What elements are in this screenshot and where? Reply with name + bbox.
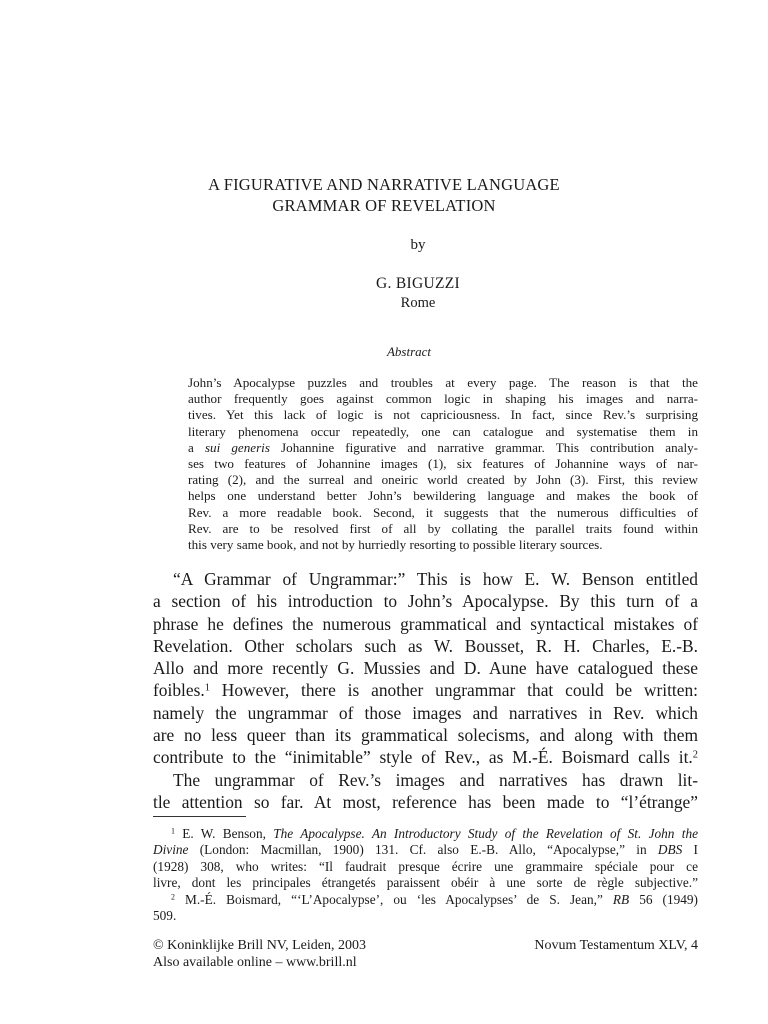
body-text-segment: contribute to the “inimitable” style of Rev., as M.-É. Boismard calls it.	[153, 747, 693, 768]
footnote-1-line	[153, 842, 698, 858]
body-line: namely the ungrammar of those images and narratives in Rev. which	[153, 702, 698, 723]
footnote-2-line: 509.	[153, 908, 177, 924]
footnote-1-number: 1	[171, 826, 175, 836]
body-line: a section of his introduction to John’s Apocalypse. By this turn of a	[153, 591, 698, 612]
abstract-line: tives. Yet this lack of logic is not capriciousness. In fact, since Rev.’s surprising	[188, 407, 698, 423]
author-affiliation: Rome	[400, 295, 436, 311]
footnote-1-line: (1928) 308, who writes: “Il faudrait presque écrire une grammaire spéciale pour ce	[153, 858, 698, 874]
body-line: Allo and more recently G. Mussies and D. Aune have catalogued these	[153, 658, 698, 679]
footnote-italic: The Apocalypse. An Introductory Study of the Revelation of St. John the	[273, 826, 698, 841]
abstract-line	[188, 440, 698, 456]
abstract-line: literary phenomena occur repeatedly, one can catalogue and systematise them in	[188, 423, 698, 439]
body-line: The ungrammar of Rev.’s images and narratives has drawn lit-	[173, 769, 698, 790]
copyright-notice: © Koninklijke Brill NV, Leiden, 2003	[153, 938, 366, 953]
online-availability: Also available online – www.brill.nl	[153, 954, 357, 970]
abstract-text-segment: a	[188, 439, 205, 455]
body-line	[153, 746, 698, 768]
footnote-italic: RB	[612, 891, 630, 907]
body-line	[153, 679, 698, 701]
byline-by: by	[410, 237, 426, 253]
footnote-italic: Divine	[153, 842, 189, 858]
footnote-2-line	[153, 892, 698, 908]
abstract-line: rating (2), and the surreal and oneiric world created by John (3). First, this review	[188, 472, 698, 488]
abstract-line: Rev. are to be resolved first of all by collating the parallel traits found within	[188, 520, 698, 536]
abstract-heading: Abstract	[386, 344, 432, 359]
body-line: phrase he defines the numerous grammatical and syntactical mistakes of	[153, 613, 698, 634]
abstract-italic-sui-generis: sui generis	[204, 439, 270, 455]
body-line: Revelation. Other scholars such as W. Bousset, R. H. Charles, E.-B.	[153, 635, 698, 656]
abstract-line: Rev. a more readable book. Second, it suggests that the numerous difficulties of	[188, 504, 698, 520]
abstract-line: John’s Apocalypse puzzles and troubles at every page. The reason is that the	[188, 375, 698, 390]
footnote-ref-2: 2	[692, 749, 698, 761]
footnote-1-line: livre, dont les principales étrangetés paraissent obéir à une sorte de règle subjective.”	[153, 875, 698, 891]
body-text-segment: However, there is another ungrammar that could be written:	[209, 680, 698, 701]
title-line-2: GRAMMAR OF REVELATION	[272, 196, 496, 215]
body-text	[153, 568, 698, 813]
abstract-line: ses two features of Johannine images (1), six features of Johannine ways of nar-	[188, 456, 698, 472]
footnote-text: M.-É. Boismard, “‘L’Apocalypse’, ou ‘les Apocalypses’ de S. Jean,”	[174, 891, 613, 907]
footnotes	[153, 826, 698, 924]
journal-citation: Novum Testamentum XLV, 4	[534, 938, 698, 953]
body-text-segment: foibles.	[153, 680, 205, 701]
body-line: “A Grammar of Ungrammar:” This is how E. W. Benson entitled	[173, 569, 698, 589]
author-name: G. BIGUZZI	[376, 275, 460, 292]
page-footer	[153, 938, 698, 971]
article-title	[0, 174, 768, 216]
footnote-text: (London: Macmillan, 1900) 131. Cf. also E.-B. Allo, “Apocalypse,” in	[188, 842, 658, 858]
abstract-line: this very same book, and not by hurriedly resorting to possible literary sources.	[188, 537, 603, 553]
footnote-divider	[153, 816, 246, 817]
title-line-1: A FIGURATIVE AND NARRATIVE LANGUAGE	[208, 175, 560, 194]
abstract-line: author frequently goes against common logic in shaping his images and narra-	[188, 391, 698, 407]
footnote-1-line	[153, 826, 698, 842]
footnote-text: I	[682, 842, 698, 858]
abstract-line: helps one understand better John’s bewildering language and makes the book of	[188, 488, 698, 504]
footnote-text: 56 (1949)	[629, 891, 698, 907]
body-line: are no less queer than its grammatical solecisms, and along with them	[153, 725, 698, 746]
body-line: tle attention so far. At most, reference has been made to “l’étrange”	[153, 791, 698, 812]
abstract-text	[188, 375, 698, 553]
footnote-italic: DBS	[657, 842, 683, 858]
footnote-text: E. W. Benson,	[174, 826, 274, 841]
footnote-2-number: 2	[171, 892, 175, 902]
abstract-text-segment: Johannine figurative and narrative grammar. This contribution analy-	[269, 439, 698, 455]
footer-row	[153, 938, 698, 955]
footer-row	[153, 955, 698, 972]
footnote-ref-1: 1	[204, 682, 210, 694]
